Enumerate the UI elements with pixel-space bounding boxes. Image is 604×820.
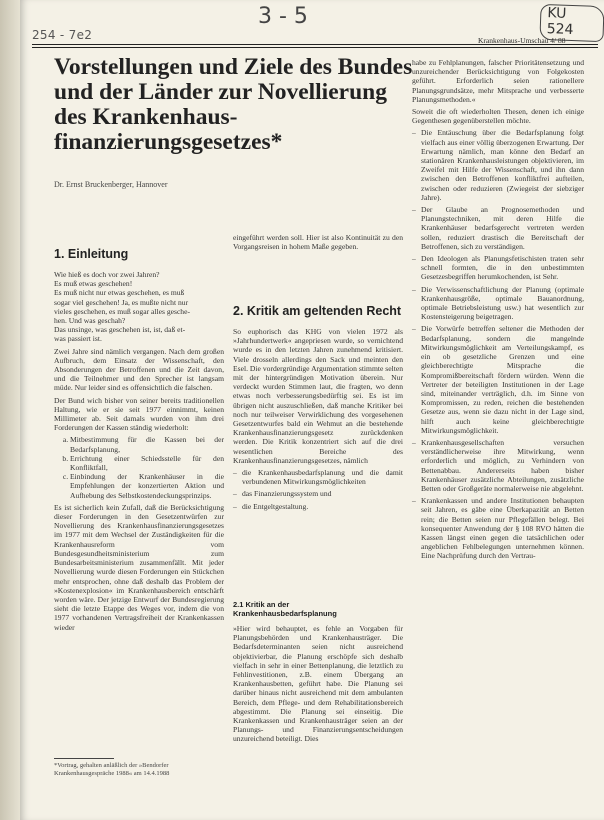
archive-stamp: KU 524 [539, 4, 604, 42]
column-1 [54, 270, 224, 635]
list-item: – Die Vorwürfe betreffen seltener die Methoden der Bedarfsplanung, sondern die mangelnde Mitwirkungsmöglichkeit am Verteilungskampf, es ein ob gesetzliche Grenzen und eine gleichberechtigte Mitsprache die Kompromißbereitschaft fördern würden. Wenn die Vertreter der beteiligten Institutionen in der Lage sind, miteinander verträglich, d.h. im Sinne von Kompromissen, zu reden, reichen die bestehenden Gesetze aus, wenn sie dazu nicht in der Lage sind, hilft auch keine gleichberechtigte Mitwirkungsmöglichkeit. [421, 324, 584, 434]
list-item: – die Entgeltgestaltung. [242, 502, 403, 511]
text-line: was passiert ist. [54, 334, 102, 344]
paragraph: Es ist sicherlich kein Zufall, daß die Berücksichtigung dieser Forderungen in den Gesetzentwürfen zur Novellierung des Krankenhausfinanzierungsgesetzes im 1977 mit dem Wechsel der Zuständigkeiten für die Krankenhausreform vom Bundesgesundheitsministerium zum Bundesarbeitsministerium zusammenfällt. Mit jeder Novellierung wurde diesen Forderungen ein Stückchen mehr entsprochen, ohne daß deshalb das Problem der »Kostenexplosion« im Krankenhausbereich entschärft worden wäre. Der jetzige Entwurf der Bundesregierung sieht die letzte Etappe des Weges vor, indem die von 1977 vorhandenen Vertragsfreiheit der Krankenkassen wieder [54, 502, 224, 632]
text-line: Wie hieß es doch vor zwei Jahren? [54, 270, 160, 279]
list-item: – Der Glaube an Prognosemethoden und Planungstechniken, mit deren Hilfe die Krankenhäuser bedarfsgerecht vertreten werden sollen, reduziert drastisch die Bereitschaft der Betroffenen, sich zu verständigen. [421, 205, 584, 251]
author-line: Dr. Ernst Bruckenberger, Hannover [54, 180, 168, 189]
list-item: – Die Entäuschung über die Bedarfsplanung folgt vielfach aus einer völlig überzogenen Erwartung. Der Erwartung nämlich, man könne den Bedarf an stationären Krankenhausleistungen objektivieren, im Zweifel mit Hilfe der Wissenschaft, und ihn dann zwischen den Betroffenen konfliktfrei aufteilen, zwischen oder reduzieren (Zwiegeist der siebziger Jahre). [421, 128, 584, 202]
list-item: c. Einbindung der Krankenhäuser in die Empfehlungen der konzertierten Aktion und Aufhebung des Selbstkostendeckungsprinzips. [70, 472, 224, 500]
list-item: – Krankenhausgesellschaften versuchen verständlicherweise ihre Mitwirkung, wenn erforderlich und möglich, zu Verhindern von Bettenabbau. Andererseits haben bisher Krankenhäuser zusätzliche Abteilungen, zusätzliche Betten oder Großgeräte normalerweise nie abgelehnt. [421, 438, 584, 493]
list-item: – das Finanzierungssystem und [242, 489, 403, 498]
paragraph: So euphorisch das KHG von vielen 1972 als »Jahrhundertwerk« angepriesen wurde, so vernichtend wurde es in den letzten Jahren zunehmend kritisiert. Viele drosseln allerdings den Sack und meinten den Esel. Die vordergründige Argumentation stimmte selten mit der hintergründigen Motivation überein. Nur verdeckt wurden Stimmen laut, die fragten, wo denn etwas noch verbesserungsbedürftig sei. Es ist im übrigen nicht auszuschließen, daß manche Kritiker bei noch nur teilweiser Verwirklichung des vorgesehenen Gesetzentwurfes bald ein Wehmut an die bestehende Krankenhausfinanzierungsgesetz zurückdenken werden. Die Kritik konzentriert sich auf die drei wesentlichen Bereiche des Krankenhausfinanzierungsgesetzes, nämlich [233, 327, 403, 465]
paragraph: habe zu Fehlplanungen, falscher Prioritätensetzung und unzureichender Berücksichtigung von Folgekosten geführt. Erforderlich seien rationellere Planungsgrundsätze, mehr Mitsprache und verbesserte Planungsmethoden.« [412, 58, 584, 104]
footnote-rule [54, 758, 114, 759]
article-title: Vorstellungen und Ziele des Bundes und der Länder zur Novellierung des Krankenhaus-finanzierungsgesetzes* [54, 54, 413, 155]
list-item: – Krankenkassen und andere Institutionen behaupten seit Jahren, es gäbe eine Überkapazität an Betten rein; die Betten seien nur Pflegefällen belegt. Bei konsequenter Anwendung der § 108 RVO hätten die Kassen längst einen gegen die tatsächlichen oder angeblichen Fehlbelegungen unternehmen können. Eine Nachprüfung durch den Vertrau- [421, 496, 584, 560]
section-heading-2: 2. Kritik am geltenden Recht [233, 304, 402, 318]
header-rule-thin [32, 47, 598, 48]
text-line: sogar viel geschehen! Ja, es mußte nicht nur [54, 297, 189, 307]
list-item: a. Mitbestimmung für die Kassen bei der Bedarfsplanung, [70, 435, 224, 453]
column-2-top [233, 233, 403, 254]
section-heading-1: 1. Einleitung [54, 247, 129, 261]
column-3 [412, 58, 584, 564]
text-line: Es muß etwas geschehen! [54, 279, 133, 289]
list-item: – Den Ideologen als Planungsfetischisten traten sehr schnell formten, die in den unbestimmten Gesetzesbegriffen herumkochenden, ist Sehr. [421, 254, 584, 282]
text-line: Es muß nicht nur etwas geschehen, es muß [54, 288, 185, 298]
handwritten-mark: 3 - 5 [258, 4, 308, 29]
header-rule [32, 44, 598, 45]
list-item: – die Krankenhausbedarfsplanung und die damit verbundenen Mitwirkungsmöglichkeiten [242, 468, 403, 486]
demands-list [54, 435, 224, 499]
text-line: hen. Und was geschah? [54, 316, 126, 326]
paragraph: Zwei Jahre sind nämlich vergangen. Nach dem großen Aufbruch, dem Einsatz der Wissenschaft, den Absonderungen der Betroffenen und die Zeit davon, und die Teilnehmer und den Sprecher ist langsam müde. Nur leider sind es offensichtlich die falschen. [54, 346, 224, 393]
text-line: Das unsinge, was geschehen ist, ist, daß et- [54, 325, 186, 335]
subsection-heading-2-1: 2.1 Kritik an der Krankenhausbedarfsplanung [233, 600, 337, 618]
list-item: – Die Verwissenschaftlichung der Planung (optimale Krankenhausgröße, optimale Bauanordnung, optimale Betriebsleistung usw.) hat wesentlich zur Kostensteigerung beigetragen. [421, 285, 584, 322]
criticism-list [233, 468, 403, 511]
column-2 [233, 327, 403, 514]
paragraph: Soweit die oft wiederholten Thesen, denen ich einige Gegenthesen gegenüberstellen möchte. [412, 107, 584, 126]
intro-lines [54, 270, 224, 344]
text-line: vieles geschehen, es muß sogar alles gesche- [54, 306, 191, 316]
footnote: *Vortrag, gehalten anläßlich der »Bendorfer Krankenhausgespräche 1988« am 14.4.1988 [54, 762, 170, 777]
page-edge-shadow [0, 0, 20, 820]
page-reference [32, 28, 92, 42]
column-2-bottom [233, 624, 403, 747]
list-item: b. Errichtung einer Schiedsstelle für den Konfliktfall, [70, 454, 224, 472]
page-reference-text: 254 - 7e2 [32, 28, 93, 42]
paragraph: »Hier wird behauptet, es fehle an Vorgaben für Planungsbehörden und Krankenhausträger. Die Bedarfsdeterminanten seien nicht ausreichend objektivierbar, die Planung erschöpfe sich deshalb vielfach in sehr in einer Bettenplanung, die letztlich zu Fehlinvestitionen, z.B. einem Übergang an Krankenhausbetten, geführt habe. Die Planung sei darüber hinaus nicht ausreichend mit dem ambulanten Bereich, dem Pflege- und dem Rehabilitationsbereich abgestimmt. Die Planung sei einseitig. Die Krankenkassen und Krankenhausträger seien an der Planungs- und Finanzierungsentscheidungen unzureichend beteiligt. Dies [233, 624, 403, 744]
paragraph: eingeführt werden soll. Hier ist also Kontinuität zu den Vorgangsreisen in hohem Maße gegeben. [233, 233, 403, 252]
paragraph: Der Bund wich bisher von seiner bereits traditionellen Haltung, wie er sie seit 1977 einnimmt, keinen Millimeter ab. Seit damals wurden von ihm drei Forderungen der Kassen ständig wiederholt: [54, 395, 224, 433]
counter-theses-list [412, 128, 584, 560]
journal-name: Krankenhaus-Umschau 4/ 88 [478, 36, 566, 45]
